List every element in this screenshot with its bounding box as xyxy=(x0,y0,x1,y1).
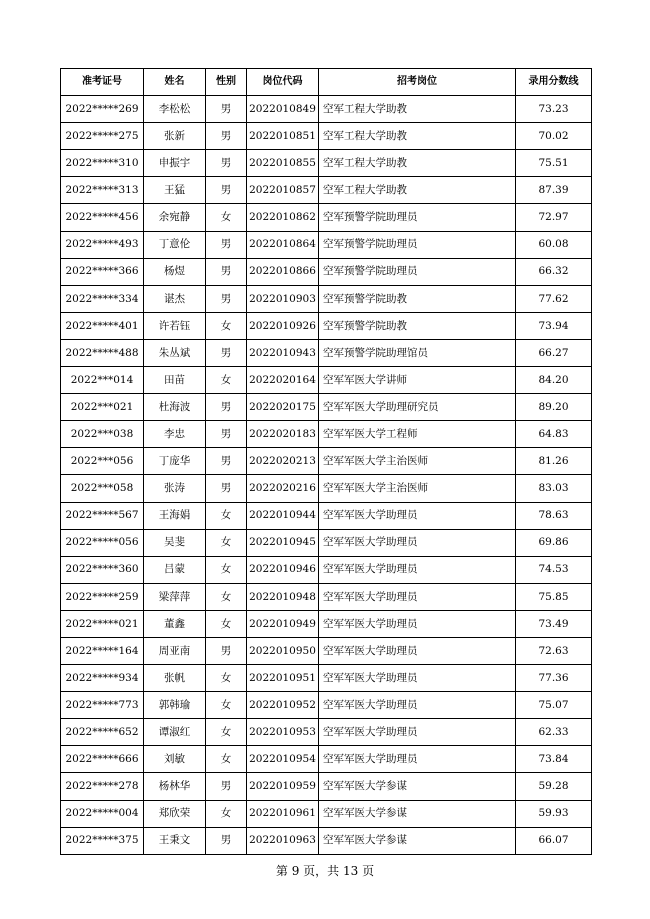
name-cell: 李松松 xyxy=(144,96,206,123)
post-code-cell: 2022010963 xyxy=(247,827,319,854)
post-code-cell: 2022010862 xyxy=(247,204,319,231)
post-code-cell: 2022010944 xyxy=(247,502,319,529)
gender-cell: 男 xyxy=(206,827,247,854)
post-cell: 空军军医大学主治医师 xyxy=(319,475,516,502)
post-code-cell: 2022010946 xyxy=(247,556,319,583)
post-code-cell: 2022010857 xyxy=(247,177,319,204)
name-cell: 周亚南 xyxy=(144,637,206,664)
post-cell: 空军军医大学助理员 xyxy=(319,746,516,773)
name-cell: 田苗 xyxy=(144,367,206,394)
post-cell: 空军工程大学助教 xyxy=(319,177,516,204)
table-row xyxy=(61,448,592,475)
table-row xyxy=(61,258,592,285)
table-row xyxy=(61,827,592,854)
name-cell: 张帆 xyxy=(144,665,206,692)
score-cell: 66.07 xyxy=(516,827,592,854)
exam-id-cell: 2022***056 xyxy=(61,448,144,475)
gender-cell: 女 xyxy=(206,502,247,529)
table-row xyxy=(61,746,592,773)
header-name: 姓名 xyxy=(144,69,206,96)
name-cell: 余宛静 xyxy=(144,204,206,231)
gender-cell: 男 xyxy=(206,231,247,258)
table-row xyxy=(61,773,592,800)
score-cell: 72.63 xyxy=(516,637,592,664)
post-cell: 空军军医大学助理员 xyxy=(319,637,516,664)
post-code-cell: 2022010950 xyxy=(247,637,319,664)
post-cell: 空军军医大学助理员 xyxy=(319,610,516,637)
gender-cell: 男 xyxy=(206,177,247,204)
table-row xyxy=(61,583,592,610)
score-cell: 75.51 xyxy=(516,150,592,177)
post-cell: 空军军医大学工程师 xyxy=(319,421,516,448)
table-row xyxy=(61,150,592,177)
gender-cell: 女 xyxy=(206,529,247,556)
table-body xyxy=(61,96,592,855)
post-code-cell: 2022010855 xyxy=(247,150,319,177)
post-cell: 空军军医大学参谋 xyxy=(319,800,516,827)
post-code-cell: 2022010945 xyxy=(247,529,319,556)
table-row xyxy=(61,394,592,421)
exam-id-cell: 2022*****366 xyxy=(61,258,144,285)
post-code-cell: 2022020175 xyxy=(247,394,319,421)
exam-id-cell: 2022*****334 xyxy=(61,285,144,312)
header-post-code: 岗位代码 xyxy=(247,69,319,96)
exam-id-cell: 2022*****493 xyxy=(61,231,144,258)
exam-id-cell: 2022*****360 xyxy=(61,556,144,583)
gender-cell: 女 xyxy=(206,312,247,339)
name-cell: 张涛 xyxy=(144,475,206,502)
gender-cell: 女 xyxy=(206,583,247,610)
gender-cell: 男 xyxy=(206,339,247,366)
name-cell: 王猛 xyxy=(144,177,206,204)
name-cell: 李忠 xyxy=(144,421,206,448)
post-cell: 空军军医大学主治医师 xyxy=(319,448,516,475)
gender-cell: 女 xyxy=(206,692,247,719)
score-cell: 83.03 xyxy=(516,475,592,502)
gender-cell: 女 xyxy=(206,665,247,692)
post-cell: 空军预警学院助理员 xyxy=(319,231,516,258)
score-cell: 69.86 xyxy=(516,529,592,556)
score-cell: 89.20 xyxy=(516,394,592,421)
name-cell: 郑欣荣 xyxy=(144,800,206,827)
table-row xyxy=(61,556,592,583)
score-cell: 73.84 xyxy=(516,746,592,773)
score-cell: 84.20 xyxy=(516,367,592,394)
name-cell: 王海娟 xyxy=(144,502,206,529)
table-row xyxy=(61,367,592,394)
table-row xyxy=(61,692,592,719)
admission-score-table xyxy=(60,68,592,855)
name-cell: 董鑫 xyxy=(144,610,206,637)
table-row xyxy=(61,475,592,502)
table-row xyxy=(61,610,592,637)
gender-cell: 女 xyxy=(206,610,247,637)
score-cell: 73.94 xyxy=(516,312,592,339)
post-cell: 空军预警学院助理员 xyxy=(319,204,516,231)
exam-id-cell: 2022*****313 xyxy=(61,177,144,204)
table-row xyxy=(61,421,592,448)
score-cell: 70.02 xyxy=(516,123,592,150)
score-cell: 81.26 xyxy=(516,448,592,475)
post-cell: 空军军医大学助理员 xyxy=(319,502,516,529)
exam-id-cell: 2022*****056 xyxy=(61,529,144,556)
score-cell: 75.85 xyxy=(516,583,592,610)
exam-id-cell: 2022*****269 xyxy=(61,96,144,123)
gender-cell: 男 xyxy=(206,421,247,448)
post-code-cell: 2022010851 xyxy=(247,123,319,150)
score-cell: 62.33 xyxy=(516,719,592,746)
post-code-cell: 2022010951 xyxy=(247,665,319,692)
post-cell: 空军军医大学助理员 xyxy=(319,719,516,746)
name-cell: 朱丛斌 xyxy=(144,339,206,366)
score-cell: 87.39 xyxy=(516,177,592,204)
name-cell: 刘敏 xyxy=(144,746,206,773)
gender-cell: 女 xyxy=(206,367,247,394)
post-code-cell: 2022010903 xyxy=(247,285,319,312)
score-cell: 74.53 xyxy=(516,556,592,583)
table-row xyxy=(61,665,592,692)
score-cell: 73.23 xyxy=(516,96,592,123)
exam-id-cell: 2022*****652 xyxy=(61,719,144,746)
score-cell: 66.27 xyxy=(516,339,592,366)
exam-id-cell: 2022*****004 xyxy=(61,800,144,827)
post-cell: 空军预警学院助教 xyxy=(319,312,516,339)
post-code-cell: 2022010954 xyxy=(247,746,319,773)
exam-id-cell: 2022*****278 xyxy=(61,773,144,800)
name-cell: 谌杰 xyxy=(144,285,206,312)
post-cell: 空军军医大学助理研究员 xyxy=(319,394,516,421)
post-code-cell: 2022010952 xyxy=(247,692,319,719)
name-cell: 吕蒙 xyxy=(144,556,206,583)
score-cell: 64.83 xyxy=(516,421,592,448)
exam-id-cell: 2022*****310 xyxy=(61,150,144,177)
post-cell: 空军预警学院助教 xyxy=(319,285,516,312)
gender-cell: 男 xyxy=(206,96,247,123)
name-cell: 杨煜 xyxy=(144,258,206,285)
post-code-cell: 2022010864 xyxy=(247,231,319,258)
name-cell: 吴斐 xyxy=(144,529,206,556)
exam-id-cell: 2022*****666 xyxy=(61,746,144,773)
name-cell: 杜海波 xyxy=(144,394,206,421)
name-cell: 张新 xyxy=(144,123,206,150)
post-code-cell: 2022010926 xyxy=(247,312,319,339)
gender-cell: 男 xyxy=(206,123,247,150)
name-cell: 丁意伦 xyxy=(144,231,206,258)
exam-id-cell: 2022*****259 xyxy=(61,583,144,610)
exam-id-cell: 2022*****567 xyxy=(61,502,144,529)
post-cell: 空军军医大学助理员 xyxy=(319,583,516,610)
table-row xyxy=(61,285,592,312)
gender-cell: 男 xyxy=(206,394,247,421)
gender-cell: 女 xyxy=(206,746,247,773)
gender-cell: 男 xyxy=(206,150,247,177)
gender-cell: 女 xyxy=(206,800,247,827)
post-code-cell: 2022010948 xyxy=(247,583,319,610)
post-code-cell: 2022010961 xyxy=(247,800,319,827)
table-row xyxy=(61,339,592,366)
table-header-row xyxy=(61,69,592,96)
post-cell: 空军军医大学助理员 xyxy=(319,692,516,719)
name-cell: 丁庞华 xyxy=(144,448,206,475)
table-row xyxy=(61,312,592,339)
post-cell: 空军军医大学参谋 xyxy=(319,773,516,800)
exam-id-cell: 2022*****021 xyxy=(61,610,144,637)
exam-id-cell: 2022***038 xyxy=(61,421,144,448)
post-cell: 空军工程大学助教 xyxy=(319,96,516,123)
exam-id-cell: 2022*****934 xyxy=(61,665,144,692)
post-code-cell: 2022010943 xyxy=(247,339,319,366)
exam-id-cell: 2022***058 xyxy=(61,475,144,502)
table-row xyxy=(61,204,592,231)
table-row xyxy=(61,177,592,204)
table-row xyxy=(61,96,592,123)
post-code-cell: 2022020183 xyxy=(247,421,319,448)
gender-cell: 女 xyxy=(206,719,247,746)
name-cell: 许若钰 xyxy=(144,312,206,339)
header-score: 录用分数线 xyxy=(516,69,592,96)
exam-id-cell: 2022*****488 xyxy=(61,339,144,366)
gender-cell: 男 xyxy=(206,258,247,285)
post-code-cell: 2022010866 xyxy=(247,258,319,285)
exam-id-cell: 2022*****375 xyxy=(61,827,144,854)
name-cell: 杨林华 xyxy=(144,773,206,800)
score-cell: 60.08 xyxy=(516,231,592,258)
table-row xyxy=(61,637,592,664)
score-cell: 77.36 xyxy=(516,665,592,692)
exam-id-cell: 2022*****164 xyxy=(61,637,144,664)
page-number: 第 9 页，共 13 页 xyxy=(275,864,375,878)
exam-id-cell: 2022*****275 xyxy=(61,123,144,150)
name-cell: 王秉文 xyxy=(144,827,206,854)
score-cell: 72.97 xyxy=(516,204,592,231)
post-cell: 空军预警学院助理员 xyxy=(319,258,516,285)
gender-cell: 男 xyxy=(206,773,247,800)
post-code-cell: 2022010849 xyxy=(247,96,319,123)
post-cell: 空军军医大学参谋 xyxy=(319,827,516,854)
post-code-cell: 2022010949 xyxy=(247,610,319,637)
gender-cell: 女 xyxy=(206,204,247,231)
exam-id-cell: 2022*****456 xyxy=(61,204,144,231)
table-row xyxy=(61,719,592,746)
header-post: 招考岗位 xyxy=(319,69,516,96)
table-row xyxy=(61,502,592,529)
name-cell: 郭韩瑜 xyxy=(144,692,206,719)
exam-id-cell: 2022*****773 xyxy=(61,692,144,719)
gender-cell: 男 xyxy=(206,285,247,312)
name-cell: 谭淑红 xyxy=(144,719,206,746)
header-exam-id: 准考证号 xyxy=(61,69,144,96)
gender-cell: 男 xyxy=(206,637,247,664)
post-cell: 空军军医大学助理员 xyxy=(319,556,516,583)
post-cell: 空军工程大学助教 xyxy=(319,150,516,177)
exam-id-cell: 2022***014 xyxy=(61,367,144,394)
post-code-cell: 2022020213 xyxy=(247,448,319,475)
gender-cell: 男 xyxy=(206,475,247,502)
post-cell: 空军工程大学助教 xyxy=(319,123,516,150)
score-cell: 66.32 xyxy=(516,258,592,285)
score-cell: 77.62 xyxy=(516,285,592,312)
post-cell: 空军军医大学助理员 xyxy=(319,529,516,556)
score-cell: 73.49 xyxy=(516,610,592,637)
post-code-cell: 2022020216 xyxy=(247,475,319,502)
score-cell: 59.28 xyxy=(516,773,592,800)
post-code-cell: 2022010953 xyxy=(247,719,319,746)
table-row xyxy=(61,529,592,556)
score-cell: 78.63 xyxy=(516,502,592,529)
exam-id-cell: 2022*****401 xyxy=(61,312,144,339)
post-cell: 空军军医大学讲师 xyxy=(319,367,516,394)
gender-cell: 女 xyxy=(206,556,247,583)
exam-id-cell: 2022***021 xyxy=(61,394,144,421)
post-cell: 空军预警学院助理馆员 xyxy=(319,339,516,366)
table-row xyxy=(61,800,592,827)
score-cell: 75.07 xyxy=(516,692,592,719)
table-row xyxy=(61,123,592,150)
post-code-cell: 2022010959 xyxy=(247,773,319,800)
name-cell: 梁萍萍 xyxy=(144,583,206,610)
score-cell: 59.93 xyxy=(516,800,592,827)
header-gender: 性别 xyxy=(206,69,247,96)
name-cell: 申振宇 xyxy=(144,150,206,177)
post-code-cell: 2022020164 xyxy=(247,367,319,394)
gender-cell: 男 xyxy=(206,448,247,475)
table-row xyxy=(61,231,592,258)
post-cell: 空军军医大学助理员 xyxy=(319,665,516,692)
